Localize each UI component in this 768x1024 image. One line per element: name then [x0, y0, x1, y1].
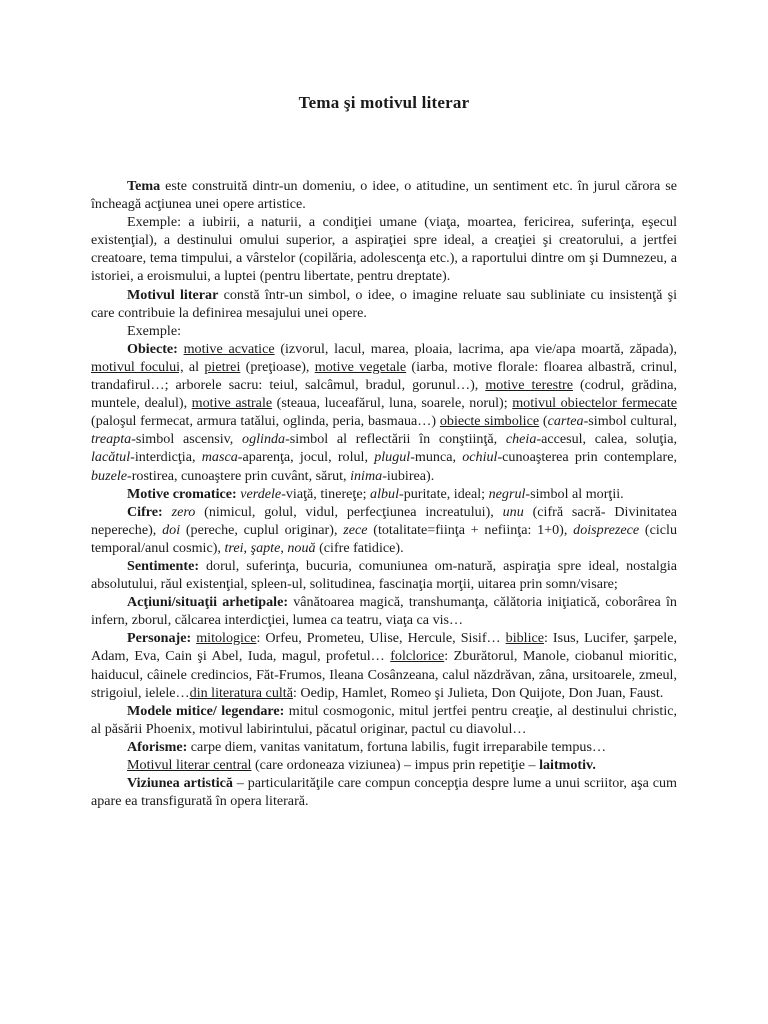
paragraph	[91, 557, 677, 593]
italic-term: treapta	[91, 431, 132, 448]
italic-term: doi	[162, 521, 181, 538]
text-run: dorul, suferinţa, bucuria, comuniunea om-natură, aspiraţia spre ideal, nostalgia absolutului, răul existenţial, spleen-ul, solitudinea, fascinaţia morţii, uitarea prin somn/visare;	[91, 557, 677, 593]
text-run: (cifră sacră- Divinitatea nepereche),	[91, 503, 677, 538]
text-run: (pereche, cuplul originar),	[180, 521, 344, 538]
italic-term: buzele	[91, 467, 128, 484]
bold-term: Obiecte:	[127, 340, 178, 357]
text-run: (steaua, luceafărul, luna, soarele, norul);	[272, 395, 513, 412]
text-run: -simbol al reflectării în conştiinţă,	[285, 431, 506, 448]
italic-term: lacătul	[91, 449, 131, 466]
bold-term: Viziunea artistică	[127, 775, 233, 792]
underlined-term: motive acvatice	[183, 340, 275, 357]
text-run: -cunoaşterea prin contemplare,	[497, 449, 678, 466]
bold-term: Cifre:	[127, 503, 163, 520]
paragraph	[91, 756, 677, 774]
text-run: (preţioase),	[240, 358, 315, 375]
text-run: : Orfeu, Prometeu, Ulise, Hercule, Sisif…	[256, 630, 506, 647]
paragraph	[91, 593, 677, 629]
bold-term: Acţiuni/situaţii arhetipale:	[127, 594, 289, 611]
paragraph	[91, 340, 677, 485]
text-run: (care ordoneaza viziunea) – impus prin repetiţie –	[251, 757, 540, 773]
text-run: Exemple:	[127, 322, 182, 339]
underlined-term: motive astrale	[191, 395, 273, 412]
text-run: -puritate, ideal;	[399, 485, 489, 502]
italic-term: unu	[502, 503, 524, 520]
underlined-term: folclorice	[390, 648, 445, 665]
text-run: -aparenţa, jocul, rolul,	[237, 449, 375, 466]
underlined-term: motivul focului,	[91, 358, 184, 375]
text-run: -rostirea, cunoaştere prin cuvânt, sărut,	[127, 467, 351, 484]
underlined-term: pietrei	[204, 358, 241, 375]
italic-term: trei	[224, 539, 244, 556]
italic-term: albul	[370, 485, 399, 502]
text-run: carpe diem, vanitas vanitatum, fortuna labilis, fugit irreparabile tempus…	[187, 738, 607, 755]
italic-term: cartea	[547, 413, 584, 430]
italic-term: ochiul	[462, 449, 498, 466]
text-run: ,	[280, 539, 288, 556]
text-run: – particularităţile care compun concepţia despre lume a unui scriitor, aşa cum apare ea transfigurată în opera literară.	[91, 775, 677, 810]
text-run: : Zburătorul, Manole, ciobanul mioritic, haiducul, câinele credincios, Făt-Frumos, Ileana Cosânzeana, calul năzdrăvan, zâna, ursitoarele, zmeul, strigoiul, ielele…	[91, 648, 677, 701]
italic-term: masca	[201, 449, 238, 466]
text-run: -simbol cultural,	[583, 413, 677, 430]
italic-term: cheia	[505, 431, 537, 448]
bold-term: laitmotiv.	[539, 757, 596, 773]
text-run: (totalitate=fiinţa + nefiinţa: 1+0),	[367, 521, 574, 538]
paragraph	[91, 503, 677, 557]
text-run: : Oedip, Hamlet, Romeo şi Julieta, Don Quijote, Don Juan, Faust.	[292, 684, 664, 701]
underlined-term: mitologice	[196, 630, 257, 647]
paragraph	[91, 177, 677, 213]
text-run: (paloşul fermecat, armura tatălui, oglinda, peria, basmaua…)	[91, 413, 440, 430]
underlined-term: biblice	[505, 630, 544, 647]
paragraph	[91, 629, 677, 701]
underlined-term: obiecte simbolice	[439, 413, 540, 430]
text-run: -iubirea).	[382, 467, 435, 484]
bold-term: Modele mitice/ legendare:	[127, 702, 285, 719]
bold-term: Personaje:	[127, 630, 192, 647]
text-run: (	[539, 413, 548, 430]
italic-term: zero	[171, 503, 196, 520]
underlined-term: motive vegetale	[314, 358, 407, 375]
text-run: (codrul, grădina, muntele, dealul),	[91, 377, 677, 412]
text-run: Exemple: a iubirii, a naturii, a condiţiei umane (viaţa, moartea, fericirea, suferinţa, eşecul existenţial), a destinului omului superior, a aspiraţiei spre ideal, a creaţiei şi creatorului, a jertfei creatoare, tema timpului, a vârstelor (copilăria, adolescenţa etc.), a raportului dintre om şi Dumnezeu, a istoriei, a eroismului, a luptei (pentru libertate, pentru dreptate).	[91, 214, 677, 285]
italic-term: doisprezece	[573, 521, 640, 538]
text-run: (ciclu temporal/anul cosmic),	[91, 521, 678, 556]
text-run: -simbol ascensiv,	[131, 431, 243, 448]
text-run: (iarba, motive florale: floarea albastră, crinul, trandafirul…; arborele sacru: teiul, salcâmul, bradul, gorunul…),	[91, 358, 677, 394]
paragraph	[91, 485, 677, 503]
text-run: -viaţă, tinereţe;	[281, 485, 371, 502]
text-run: vânătoarea magică, transhumanţa, călătoria iniţiatică, coborârea în infern, zborul, călcarea interdicţiei, lumea ca teatru, viaţa ca vis…	[91, 594, 677, 629]
text-run: al	[183, 358, 205, 375]
italic-term: nouă	[287, 539, 316, 556]
underlined-term: Motivul literar central	[127, 757, 252, 773]
paragraph	[91, 702, 677, 738]
text-run: (nimicul, golul, vidul, perfecţiunea increatului),	[195, 503, 503, 520]
bold-term: Tema	[127, 178, 161, 194]
paragraph	[91, 774, 677, 810]
bold-term: Motive cromatice:	[127, 485, 237, 502]
bold-term: Motivul literar	[127, 286, 219, 303]
italic-term: zece	[343, 521, 368, 538]
bold-term: Aforisme:	[127, 738, 188, 755]
text-run: (izvorul, lacul, marea, ploaia, lacrima, apa vie/apa moartă, zăpada),	[274, 340, 677, 357]
text-run: mitul cosmogonic, mitul jertfei pentru creaţie, al destinului christic, al păsării Phoenix, motivul labirintului, păcatul originar, pactul cu diavolul…	[91, 702, 678, 737]
text-run: (cifre fatidice).	[315, 539, 404, 556]
paragraph	[91, 286, 677, 322]
text-run: ,	[243, 539, 251, 556]
text-run: -accesul, calea, soluţia,	[536, 431, 678, 448]
italic-term: verdele	[240, 485, 282, 502]
text-run: : Isus, Lucifer, şarpele, Adam, Eva, Cain şi Abel, Iuda, magul, profetul…	[91, 630, 677, 665]
italic-term: plugul	[374, 449, 411, 466]
text-run: -munca,	[410, 449, 463, 466]
paragraph	[91, 213, 677, 285]
text-run: -interdicţia,	[130, 449, 202, 466]
italic-term: negrul	[488, 485, 526, 502]
italic-term: oglinda	[242, 431, 286, 448]
paragraph	[91, 738, 677, 756]
text-run: este construită dintr-un domeniu, o idee, o atitudine, un sentiment etc. în jurul cărora se încheagă acţiunea unei opere artistice.	[91, 178, 677, 213]
underlined-term: din literatura cultă	[189, 684, 293, 701]
underlined-term: motivul obiectelor fermecate	[512, 395, 677, 412]
text-run	[163, 504, 172, 520]
underlined-term: motive terestre	[485, 377, 573, 394]
document-body	[91, 177, 677, 810]
text-run: constă într-un simbol, o idee, o imagine reluate sau subliniate cu insistenţă şi care contribuie la definirea mesajului unei opere.	[91, 286, 677, 321]
bold-term: Sentimente:	[127, 557, 200, 574]
text-run: -simbol al morţii.	[525, 485, 624, 502]
page-title: Tema şi motivul literar	[298, 93, 470, 112]
italic-term: inima	[350, 467, 383, 484]
paragraph	[91, 322, 677, 340]
italic-term: şapte	[250, 539, 281, 556]
